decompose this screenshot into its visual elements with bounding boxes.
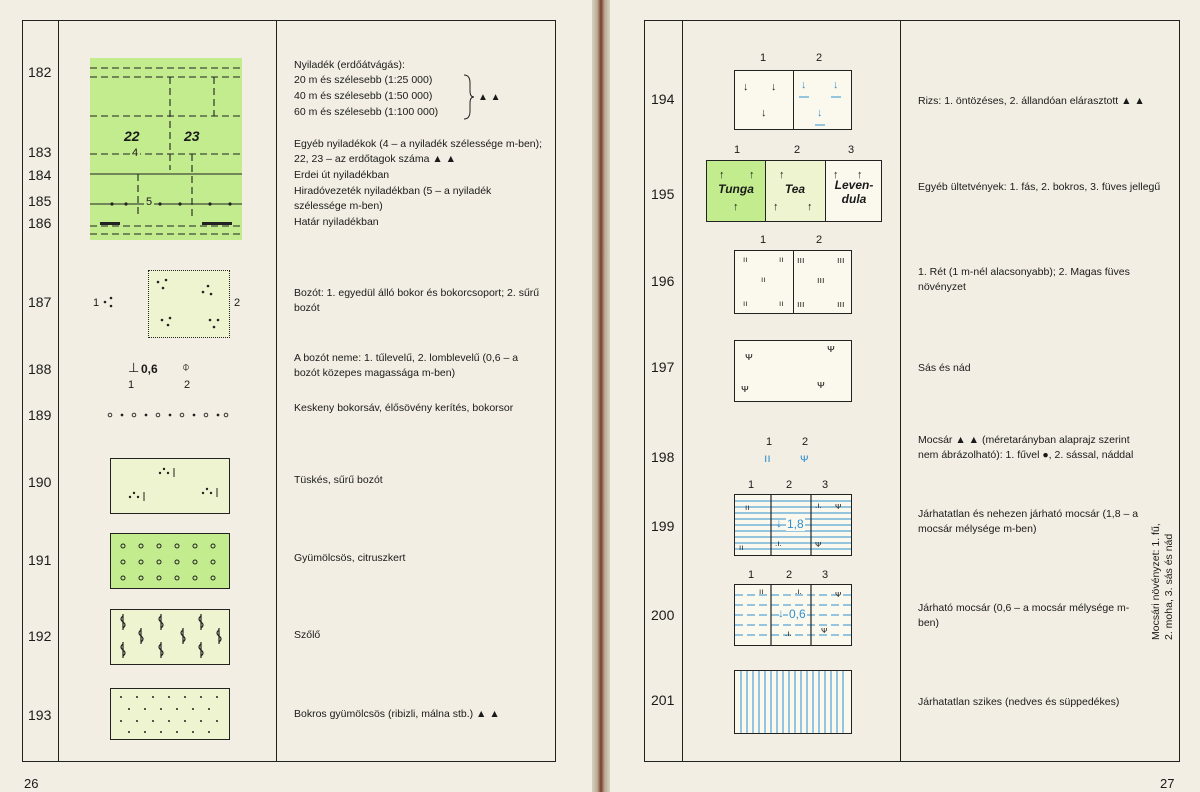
col-label-2: 2: [816, 234, 823, 246]
row-number: 182: [28, 64, 52, 80]
description-194: Rizs: 1. öntözéses, 2. állandóan elárasztott ▲ ▲: [918, 95, 1145, 107]
description-197: Sás és nád: [918, 362, 971, 374]
left-col-divider-1: [58, 20, 59, 762]
deciduous-bush-icon: ⌽: [182, 359, 190, 374]
reed-symbol: ᴪ ᴪ ᴪ ᴪ: [734, 340, 852, 402]
description-186: Határ nyiladékban: [294, 216, 379, 228]
rice-symbol: ↓ ↓ ↓ ↓ ↓ ↓: [734, 70, 852, 130]
bush-height-value: 0,6: [141, 362, 158, 376]
forest-clearing-symbol: [90, 58, 242, 240]
book-gutter: [592, 0, 610, 792]
row-number: 190: [28, 474, 52, 490]
col-label-2: 2: [786, 569, 793, 581]
depth-arrow-199: ↓: [776, 516, 782, 530]
forest-number-23: 23: [184, 128, 200, 144]
conifer-bush-icon: ⊥: [128, 360, 140, 375]
description-195: Egyéb ültetvények: 1. fás, 2. bokros, 3. füves jellegű: [918, 181, 1161, 193]
col-label-2: 2: [816, 52, 823, 64]
marsh-depth-value-199: 1,8: [787, 517, 804, 531]
description-187: Bozót: 1. egyedül álló bokor és bokorcsoport; 2. sűrű bozót: [294, 287, 540, 314]
single-bush-symbol: [102, 294, 116, 310]
page-number-right: 27: [1160, 776, 1175, 791]
marsh-vegetation-note: [1148, 490, 1188, 650]
dense-bush-dots: [148, 270, 230, 338]
plantation-tunga: Tunga: [718, 182, 754, 196]
col-label-1: 1: [748, 569, 755, 581]
row-number: 197: [651, 359, 675, 375]
row-number: 185: [28, 193, 52, 209]
row-number: 198: [651, 449, 675, 465]
col-label-2: 2: [786, 479, 793, 491]
bush-type-label-1: 1: [128, 379, 135, 391]
hedgerow-symbol: [106, 410, 230, 420]
row-number: 187: [28, 294, 52, 310]
row-number: 191: [28, 552, 52, 568]
triangle-marks: ▲ ▲: [478, 92, 501, 103]
marsh-depth-value-200: 0,6: [789, 607, 806, 621]
row-number: 201: [651, 692, 675, 708]
description-201: Járhatatlan szikes (nedves és süppedékes): [918, 696, 1120, 708]
row-number: 192: [28, 628, 52, 644]
side-note-line-1: Mocsári növényzet: 1. fű,: [1150, 523, 1162, 640]
plantation-symbol: ↑ ↑ ↑ ↑ ↑ ↑ ↑ ↑: [706, 160, 882, 222]
bush-type-label-2: 2: [184, 379, 191, 391]
depth-arrow-200: ↓: [778, 606, 784, 620]
row-number: 188: [28, 361, 52, 377]
orchard-symbol: [110, 533, 230, 589]
bush-label-2: 2: [234, 297, 241, 309]
right-col-divider-2: [900, 20, 901, 762]
col-label-1: 1: [734, 144, 741, 156]
right-col-divider-1: [682, 20, 683, 762]
description-184: Erdei út nyiladékban: [294, 169, 390, 181]
col-label-3: 3: [822, 479, 829, 491]
clearing-width-4: 4: [132, 147, 139, 159]
description-182: Nyiladék (erdőátvágás):: [294, 59, 405, 71]
plantation-tea: Tea: [784, 182, 806, 196]
row-number: 195: [651, 186, 675, 202]
right-table-frame: [644, 20, 1180, 762]
vineyard-symbol: [110, 609, 230, 665]
row-number: 199: [651, 518, 675, 534]
brace-icon: [462, 73, 474, 121]
row-number: 196: [651, 273, 675, 289]
width-option-50000: 40 m és szélesebb (1:50 000): [294, 90, 433, 102]
passable-marsh-symbol: ıı .ı. .ı. ᴪ ᴪ: [734, 584, 852, 646]
row-number: 183: [28, 144, 52, 160]
description-188: A bozót neme: 1. tűlevelű, 2. lomblevelű (0,6 – a bozót közepes magassága m-ben): [294, 352, 519, 379]
description-200: Járható mocsár (0,6 – a mocsár mélysége m-ben): [918, 602, 1130, 629]
plantation-levendula: Leven- dula: [834, 178, 874, 206]
forest-number-22: 22: [124, 128, 140, 144]
row-number: 189: [28, 407, 52, 423]
meadow-symbol: ıı ıı ıı ıı ıı ııı ııı ııı ııı ııı: [734, 250, 852, 314]
row-number: 194: [651, 91, 675, 107]
col-label-1: 1: [766, 436, 773, 448]
impassable-marsh-symbol: ıı ıı .ı. .ı. ᴪ ᴪ: [734, 494, 852, 556]
col-label-1: 1: [760, 52, 767, 64]
col-label-3: 3: [822, 569, 829, 581]
bush-orchard-symbol: [110, 688, 230, 740]
description-189: Keskeny bokorsáv, élősövény kerítés, bokorsor: [294, 402, 514, 414]
col-label-1: 1: [760, 234, 767, 246]
row-number: 186: [28, 215, 52, 231]
row-number: 200: [651, 607, 675, 623]
thorny-bush-symbol: [110, 458, 230, 514]
description-183: Egyéb nyiladékok (4 – a nyiladék szélessége m-ben); 22, 23 – az erdőtagok száma ▲ ▲: [294, 138, 543, 165]
col-label-2: 2: [794, 144, 801, 156]
col-label-1: 1: [748, 479, 755, 491]
col-label-3: 3: [848, 144, 855, 156]
width-option-100000: 60 m és szélesebb (1:100 000): [294, 106, 439, 118]
page-number-left: 26: [24, 776, 39, 791]
description-196: 1. Rét (1 m-nél alacsonyabb); 2. Magas füves növényzet: [918, 266, 1130, 293]
left-col-divider-2: [276, 20, 277, 762]
bush-label-1: 1: [93, 297, 100, 309]
row-number: 184: [28, 167, 52, 183]
description-193: Bokros gyümölcsös (ribizli, málna stb.) ▲ ▲: [294, 708, 500, 720]
col-label-2: 2: [802, 436, 809, 448]
marsh-grass-icon: ıı: [764, 451, 771, 465]
description-190: Tüskés, sűrű bozót: [294, 474, 383, 486]
marsh-reed-icon: ᴪ: [800, 451, 809, 465]
description-198: Mocsár ▲ ▲ (méretarányban alaprajz szerint nem ábrázolható): 1. fűvel ●, 2. sással, náddal: [918, 434, 1134, 461]
width-option-25000: 20 m és szélesebb (1:25 000): [294, 74, 433, 86]
clearing-width-5: 5: [146, 196, 153, 208]
description-191: Gyümölcsös, citruszkert: [294, 552, 406, 564]
description-199: Járhatatlan és nehezen járható mocsár (1,8 – a mocsár mélysége m-ben): [918, 508, 1139, 535]
side-note-line-2: 2. moha, 3. sás és nád: [1163, 533, 1175, 640]
row-number: 193: [28, 707, 52, 723]
description-185: Hiradóvezeték nyiladékban (5 – a nyiladék szélessége m-ben): [294, 185, 492, 212]
salt-marsh-symbol: [734, 670, 852, 734]
description-192: Szőlő: [294, 629, 321, 641]
